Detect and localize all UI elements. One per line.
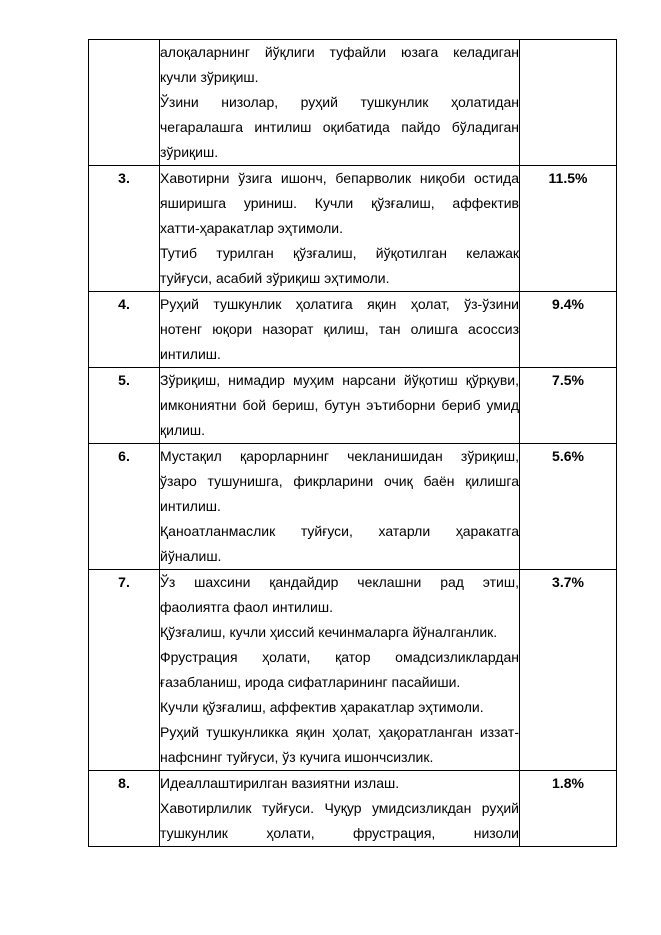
text-line: Ўз шахсини қандайдир чеклашни рад этиш, xyxy=(160,574,519,590)
table-row xyxy=(89,570,617,771)
text-line: Кучли қўзғалиш, аффектив ҳаракатлар эҳтимоли. xyxy=(160,699,484,715)
text-line: йўналиш. xyxy=(160,548,222,564)
text-line: Фрустрация ҳолати, қатор омадсизликлардан xyxy=(160,649,519,665)
row-description xyxy=(160,771,520,847)
row-description xyxy=(160,444,520,570)
row-percent: 7.5% xyxy=(520,368,617,444)
text-line: нотенг юқори назорат қилиш, тан олишга асоссиз xyxy=(160,321,519,337)
text-line: нафснинг туйғуси, ўз кучига ишончсизлик. xyxy=(160,749,434,765)
text-line: Қаноатланмаслик туйғуси, хатарли ҳаракатга xyxy=(160,523,519,539)
text-line: Ўзини низолар, руҳий тушкунлик ҳолатидан xyxy=(160,94,519,110)
text-line: интилиш. xyxy=(160,498,221,514)
row-percent: 1.8% xyxy=(520,771,617,847)
table-row xyxy=(89,166,617,292)
table-row xyxy=(89,292,617,368)
table-row xyxy=(89,40,617,166)
row-description xyxy=(160,40,520,166)
row-number: 8. xyxy=(89,771,160,847)
text-line: яширишга уриниш. Кучли қўзғалиш, аффектив xyxy=(160,195,519,211)
table-row xyxy=(89,444,617,570)
text-line: Мустақил қарорларнинг чекланишидан зўриқиш, xyxy=(160,448,519,464)
row-percent: 9.4% xyxy=(520,292,617,368)
text-line: интилиш. xyxy=(160,346,221,362)
text-line: алоқаларнинг йўқлиги туфайли юзага келадиган xyxy=(160,44,519,60)
results-table-body xyxy=(89,40,617,847)
text-line: қилиш. xyxy=(160,422,206,438)
text-line: кучли зўриқиш. xyxy=(160,69,259,85)
results-table xyxy=(88,39,617,847)
row-description xyxy=(160,368,520,444)
text-line: Тутиб турилган қўзғалиш, йўқотилган келажак xyxy=(160,245,519,261)
text-line: имкониятни бой бериш, бутун эътиборни бериб умид xyxy=(160,397,519,413)
text-line: хатти-ҳаракатлар эҳтимоли. xyxy=(160,220,343,236)
text-line: Хавотирлилик туйғуси. Чуқур умидсизликдан руҳий xyxy=(160,800,519,816)
row-percent xyxy=(520,40,617,166)
table-row xyxy=(89,771,617,847)
text-line: зўриқиш. xyxy=(160,144,219,160)
row-description xyxy=(160,166,520,292)
text-line: Руҳий тушкунликка яқин ҳолат, ҳақоратланган иззат- xyxy=(160,724,519,740)
text-line: тушкунлик ҳолати, фрустрация, низоли xyxy=(160,825,519,841)
text-line: Зўриқиш, нимадир муҳим нарсани йўқотиш қўрқуви, xyxy=(160,372,519,388)
row-number: 3. xyxy=(89,166,160,292)
row-description xyxy=(160,292,520,368)
text-line: фаолиятга фаол интилиш. xyxy=(160,599,333,615)
text-line: ғазабланиш, ирода сифатларининг пасайиши. xyxy=(160,674,461,690)
text-line: Хавотирни ўзига ишонч, бепарволик ниқоби остида xyxy=(160,170,519,186)
row-percent: 11.5% xyxy=(520,166,617,292)
text-line: Қўзғалиш, кучли ҳиссий кечинмаларга йўналганлик. xyxy=(160,624,498,640)
text-line: Руҳий тушкунлик ҳолатига яқин ҳолат, ўз-ўзини xyxy=(160,296,519,312)
row-description xyxy=(160,570,520,771)
text-line: чегаралашга интилиш оқибатида пайдо бўладиган xyxy=(160,119,519,135)
row-number: 7. xyxy=(89,570,160,771)
table-row xyxy=(89,368,617,444)
text-line: туйғуси, асабий зўриқиш эҳтимоли. xyxy=(160,270,390,286)
row-number: 4. xyxy=(89,292,160,368)
row-number: 5. xyxy=(89,368,160,444)
row-percent: 3.7% xyxy=(520,570,617,771)
row-number xyxy=(89,40,160,166)
text-line: ўзаро тушунишга, фикрларини очиқ баён қилишга xyxy=(160,473,519,489)
row-number: 6. xyxy=(89,444,160,570)
text-line: Идеаллаштирилган вазиятни излаш. xyxy=(160,775,400,791)
row-percent: 5.6% xyxy=(520,444,617,570)
